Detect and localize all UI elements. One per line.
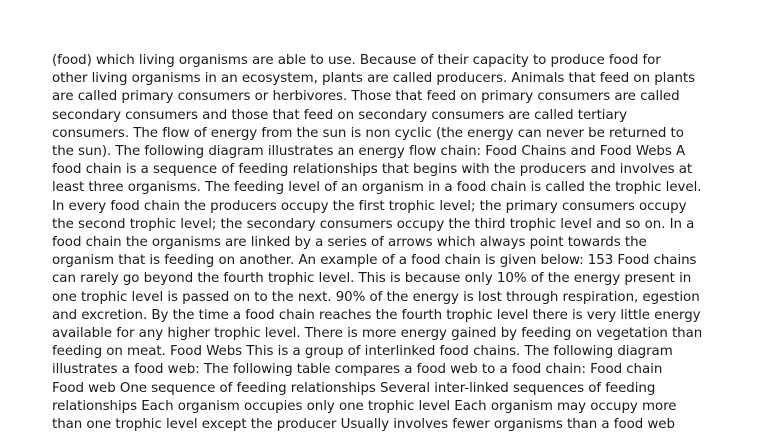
text-line: Food web One sequence of feeding relationships Several inter-linked sequences of feeding [52,380,656,396]
text-line: than one trophic level except the producer Usually involves fewer organisms than a food web [52,417,675,433]
text-line: secondary consumers and those that feed on secondary consumers are called tertiary [52,107,627,123]
text-line: food chain the organisms are linked by a series of arrows which always point towards the [52,235,647,251]
text-line: consumers. The flow of energy from the sun is non cyclic (the energy can never be returned to [52,125,684,141]
text-line: one trophic level is passed on to the next. 90% of the energy is lost through respiration, egestion [52,289,700,305]
text-line: are called primary consumers or herbivores. Those that feed on primary consumers are called [52,89,680,105]
body-text [52,52,752,434]
text-line: can rarely go beyond the fourth trophic level. This is because only 10% of the energy present in [52,271,692,287]
text-line: In every food chain the producers occupy the first trophic level; the primary consumers occupy [52,198,687,214]
text-line: available for any higher trophic level. There is more energy gained by feeding on vegetation than [52,326,703,342]
text-line: the sun). The following diagram illustrates an energy flow chain: Food Chains and Food Webs A [52,144,686,160]
text-line: organism that is feeding on another. An example of a food chain is given below: 153 Food chains [52,253,697,269]
text-line: the second trophic level; the secondary consumers occupy the third trophic level and so on. In a [52,216,695,232]
text-line: (food) which living organisms are able to use. Because of their capacity to produce food for [52,53,661,68]
text-line: food chain is a sequence of feeding relationships that begins with the producers and involves at [52,162,693,178]
text-line: other living organisms in an ecosystem, plants are called producers. Animals that feed on plants [52,71,696,87]
text-line: feeding on meat. Food Webs This is a group of interlinked food chains. The following diagram [52,344,673,360]
text-line: least three organisms. The feeding level of an organism in a food chain is called the trophic level. [52,180,702,196]
text-line: relationships Each organism occupies only one trophic level Each organism may occupy more [52,398,677,414]
text-line: illustrates a food web: The following table compares a food web to a food chain: Food chain [52,362,663,378]
text-line: and excretion. By the time a food chain reaches the fourth trophic level there is very little energy [52,307,701,323]
